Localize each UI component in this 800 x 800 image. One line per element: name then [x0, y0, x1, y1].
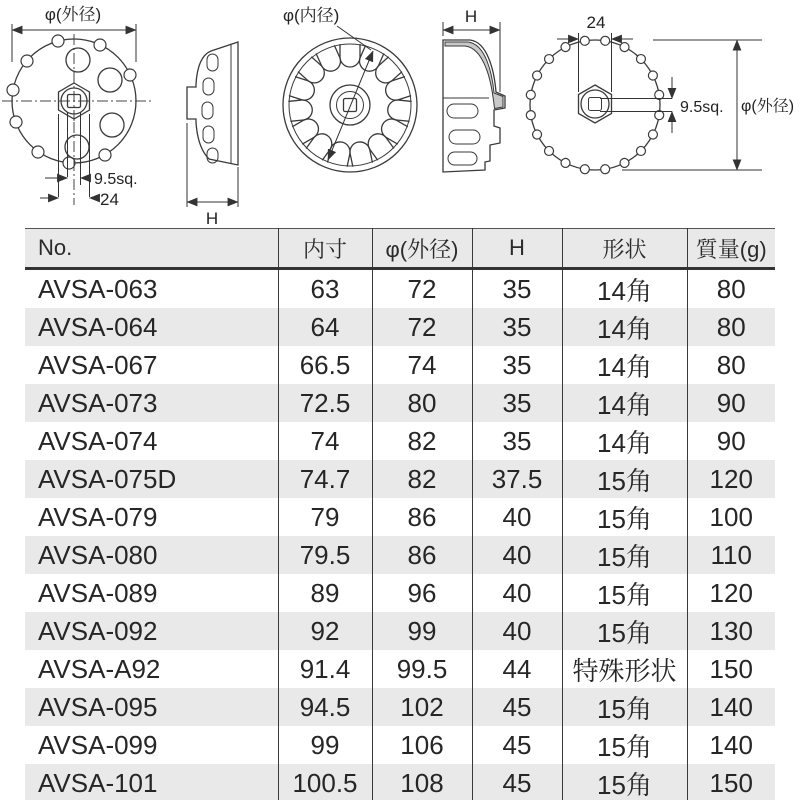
spec-value-cell: 99	[278, 726, 372, 764]
spec-value-cell: 14角	[562, 308, 687, 346]
spec-value-cell: 140	[687, 726, 775, 764]
dimension-lines	[600, 99, 672, 112]
dimension-label-hex-width: 24	[100, 190, 119, 209]
spec-value-cell: 45	[472, 726, 562, 764]
cup-side-outline	[187, 42, 238, 165]
spec-value-cell: 130	[687, 612, 775, 650]
spec-value-cell: 100	[687, 498, 775, 536]
table-row	[25, 650, 775, 688]
col-header-outer-diameter: φ(外径)	[372, 229, 472, 269]
model-no-cell: AVSA-A92	[38, 653, 161, 684]
spec-value-cell: 14角	[562, 422, 687, 460]
spec-value-cell: 86	[372, 536, 472, 574]
spec-value-cell: 15角	[562, 612, 687, 650]
model-no-cell: AVSA-089	[38, 577, 158, 608]
table-row	[25, 460, 775, 498]
spec-value-cell: 106	[372, 726, 472, 764]
col-header-height: H	[472, 229, 562, 269]
spec-value-cell: 80	[687, 346, 775, 384]
spec-value-cell: 14角	[562, 346, 687, 384]
spec-value-cell: 108	[372, 764, 472, 800]
drawing-section-view	[443, 7, 505, 172]
col-header-inner-size: 内寸	[278, 229, 372, 269]
spec-value-cell: 82	[372, 422, 472, 460]
spec-value-cell: 15角	[562, 460, 687, 498]
spec-value-cell: 35	[472, 422, 562, 460]
spec-value-cell: 15角	[562, 726, 687, 764]
table-row	[25, 536, 775, 574]
spec-value-cell: 66.5	[278, 346, 372, 384]
dimension-label-outer-diameter: φ(外径)	[44, 5, 102, 24]
spec-value-cell: 35	[472, 269, 562, 309]
table-row	[25, 612, 775, 650]
dimension-label-height: H	[464, 7, 478, 26]
model-no-cell: AVSA-092	[38, 615, 158, 646]
spec-value-cell: 15角	[562, 574, 687, 612]
spec-value-cell: 特殊形状	[562, 650, 687, 688]
drawing-front-top-view	[526, 13, 794, 174]
table-header-row	[25, 229, 775, 269]
spec-value-cell: 100.5	[278, 764, 372, 800]
spec-value-cell: 86	[372, 498, 472, 536]
spec-value-cell: 72	[372, 308, 472, 346]
spec-value-cell: 74	[278, 422, 372, 460]
spec-value-cell: 91.4	[278, 650, 372, 688]
spec-value-cell: 44	[472, 650, 562, 688]
dimension-label-height: H	[205, 209, 219, 226]
dimension-label-square-drive: 9.5sq.	[94, 171, 138, 188]
spec-value-cell: 72	[372, 269, 472, 309]
spec-value-cell: 82	[372, 460, 472, 498]
rim-notches	[526, 36, 665, 175]
spec-value-cell: 102	[372, 688, 472, 726]
col-header-shape: 形状	[562, 229, 687, 269]
spec-value-cell: 14角	[562, 384, 687, 422]
spec-value-cell: 35	[472, 308, 562, 346]
spec-value-cell: 99	[372, 612, 472, 650]
spec-table	[25, 228, 775, 800]
drawing-front-bottom-view	[2, 5, 152, 209]
spec-value-cell: 150	[687, 764, 775, 800]
spec-value-cell: 15角	[562, 688, 687, 726]
spec-value-cell: 72.5	[278, 384, 372, 422]
spec-value-cell: 80	[687, 269, 775, 309]
spec-value-cell: 40	[472, 536, 562, 574]
spec-value-cell: 80	[372, 384, 472, 422]
spec-value-cell: 15角	[562, 536, 687, 574]
model-no-cell: AVSA-067	[38, 349, 158, 380]
spec-value-cell: 74	[372, 346, 472, 384]
model-no-cell: AVSA-064	[38, 311, 158, 342]
spec-value-cell: 94.5	[278, 688, 372, 726]
skirt-slots	[447, 104, 480, 165]
spec-value-cell: 80	[687, 308, 775, 346]
diagram-area	[0, 0, 800, 226]
table-row	[25, 269, 775, 309]
square-drive-hole	[589, 98, 602, 111]
model-no-cell: AVSA-075D	[38, 463, 177, 494]
spec-value-cell: 63	[278, 269, 372, 309]
rim-scallops	[7, 35, 136, 169]
extension-lines	[187, 123, 238, 207]
spec-value-cell: 89	[278, 574, 372, 612]
spec-table-body	[25, 269, 775, 800]
model-no-cell: AVSA-063	[38, 273, 158, 304]
table-row	[25, 384, 775, 422]
col-header-mass: 質量(g)	[687, 229, 775, 269]
spec-value-cell: 15角	[562, 498, 687, 536]
spec-value-cell: 90	[687, 384, 775, 422]
dimension-label-inner-diameter: φ(内径)	[283, 6, 340, 25]
center-bore-circle	[337, 92, 364, 119]
spec-value-cell: 90	[687, 422, 775, 460]
table-row	[25, 308, 775, 346]
model-no-cell: AVSA-074	[38, 425, 158, 456]
spec-value-cell: 15角	[562, 764, 687, 800]
table-row	[25, 726, 775, 764]
spec-table-section	[25, 228, 775, 800]
model-no-cell: AVSA-079	[38, 501, 158, 532]
spec-value-cell: 79.5	[278, 536, 372, 574]
dimension-label-hex-width: 24	[586, 13, 606, 32]
spec-value-cell: 40	[472, 574, 562, 612]
spec-value-cell: 45	[472, 764, 562, 800]
spec-value-cell: 14角	[562, 269, 687, 309]
spec-value-cell: 35	[472, 346, 562, 384]
spec-value-cell: 96	[372, 574, 472, 612]
spec-value-cell: 79	[278, 498, 372, 536]
spec-value-cell: 37.5	[472, 460, 562, 498]
model-no-cell: AVSA-101	[38, 767, 158, 798]
table-row	[25, 498, 775, 536]
table-row	[25, 688, 775, 726]
dimension-label-square-drive: 9.5sq.	[680, 99, 724, 116]
center-hex-boss	[579, 85, 612, 123]
table-row	[25, 346, 775, 384]
spec-value-cell: 99.5	[372, 650, 472, 688]
col-header-no: No.	[38, 235, 73, 260]
spec-value-cell: 45	[472, 688, 562, 726]
model-no-cell: AVSA-080	[38, 539, 158, 570]
spec-value-cell: 140	[687, 688, 775, 726]
table-row	[25, 574, 775, 612]
spec-value-cell: 35	[472, 384, 562, 422]
drawing-front-inner-view	[283, 6, 417, 172]
model-no-cell: AVSA-095	[38, 691, 158, 722]
spec-value-cell: 150	[687, 650, 775, 688]
spec-value-cell: 120	[687, 460, 775, 498]
model-no-cell: AVSA-099	[38, 729, 158, 760]
dimension-label-outer-diameter: φ(外径)	[741, 98, 795, 115]
square-drive-hole	[344, 99, 357, 112]
spec-value-cell: 92	[278, 612, 372, 650]
model-no-cell: AVSA-073	[38, 387, 158, 418]
table-row	[25, 422, 775, 460]
table-row	[25, 764, 775, 800]
drawing-side-view	[187, 42, 238, 226]
technical-drawings	[0, 0, 800, 226]
spec-value-cell: 74.7	[278, 460, 372, 498]
grip-ribs	[202, 54, 218, 163]
spec-value-cell: 120	[687, 574, 775, 612]
spec-value-cell: 40	[472, 498, 562, 536]
spec-value-cell: 64	[278, 308, 372, 346]
spec-value-cell: 40	[472, 612, 562, 650]
boss-circle	[581, 90, 609, 118]
spec-value-cell: 110	[687, 536, 775, 574]
